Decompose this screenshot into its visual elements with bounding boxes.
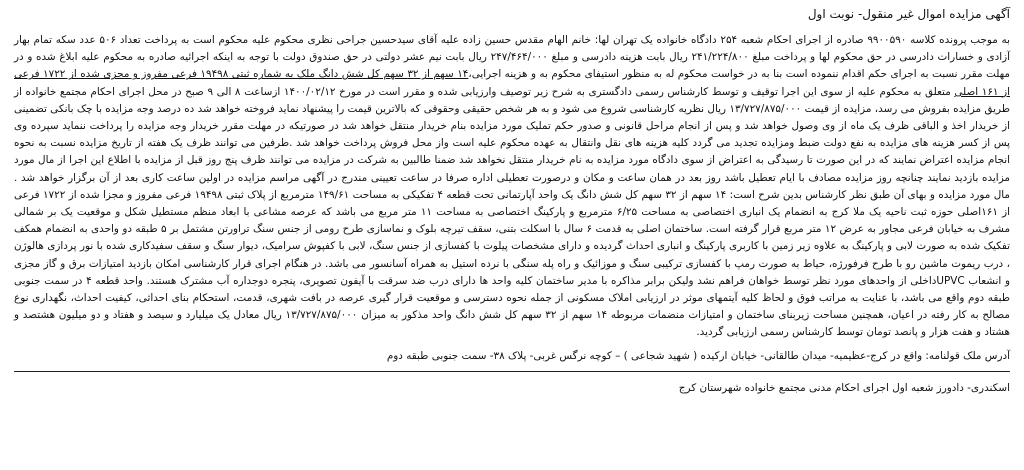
property-shares-underlined: ۱۴ سهم از ۳۲ سهم کل شش دانگ ملک به شماره ثبتی ۱۹۴۹۸ فرعی مفروز و مجزی شده از ۱۷۲۲ فرعی از ۱۶۱ اصلی xyxy=(14,68,1010,98)
body-part-1: به موجب پرونده کلاسه ۹۹۰۰۵۹۰ صادره از اجرای احکام شعبه ۲۵۴ دادگاه خانواده یک تهران لها: خانم الهام مقدس حسین زاده علیه آقای سیدحسین جراحی نظری محکوم علیه محکوم است به پرداخت تعداد ۵۰۶ عدد سکه تمام بهار آزادی و خسارات دادرسی در حق محکوم لها و پرداخت مبلغ ۲۴۱/۲۲۴/۸۰۰ ریال بابت هزینه دادرسی و مبلغ ۲۴۷/۴۶۴/۰۰۰ ریال بابت نیم عشر دولتی در حق صندوق دولت با توجه به اینکه اجرائیه صادره به محکوم علیه ابلاغ شده و در مهلت مقرر نسبت به اجرای حکم اقدام ننموده است بنا به در خواست محکوم له به منظور استیفای محکوم به و هزینه اجرایی، xyxy=(14,34,1010,81)
property-address: آدرس ملک قولنامه: واقع در کرج-عظیمیه- میدان طالقانی- خیابان ارکیده ( شهید شجاعی ) – کوچه نرگس غربی- پلاک ۳۸- سمت جنوبی طبقه دوم xyxy=(386,349,1010,362)
notice-title: آگهی مزایده اموال غیر منقول- نوبت اول xyxy=(807,7,1010,21)
upvc-term: UPVC xyxy=(936,274,965,287)
body-part-3: داخلی از واحدهای مورد نظر توسط خواهان فراهم نشد ولیکن برابر مذاکره با مدیر ساختمان کلیه واحد ها دارای درب ضد سرقت با آیفون تصویری، پنجره دوجداره آب مشترک هستند. واحد قطعه ۴ در سمت جنوبی طبقه دوم واقع می باشد، با عنایت به مراتب فوق و لحاظ کلیه آیتمهای موثر در ارزیابی املاک مسکونی از جمله نحوه دسترسی و موقعیت قرار گیری عرصه در بافت شهری، قدمت، استحکام بنای احداثی، کیفیت احداث، نگهداری نوع مصالح به کار رفته در اعیان، همچنین مساحت زیربنای ساختمان و امتیازات منضمات مربوطه ۱۴ سهم از ۳۲ سهم کل شش دانگ واحد مذکور به میزان ۱۳/۷۲۷/۸۷۵/۰۰۰ ریال معادل یک میلیارد و سیصد و هفتاد و دو میلیون هشتصد و هشتاد و هفت هزار و پانصد تومان توسط کارشناس رسمی ارزیابی گردید. xyxy=(14,274,1010,339)
notice-body xyxy=(14,32,1010,342)
divider xyxy=(14,371,1010,372)
officer-signature-line: اسکندری- دادورز شعبه اول اجرای احکام مدنی مجتمع خانواده شهرستان کرج xyxy=(678,381,1010,394)
body-part-2: متعلق به محکوم علیه از سوی این اجرا توقیف و توسط کارشناس رسمی دادگستری به شرح زیر توصیف وارزیابی شده و مقرر است در مورخ ۱۴۰۰/۰۲/۱۲ ازساعت ۸ الی ۹ صبح در محل اجرای احکام مجتمع خانواده از طریق مزایده بفروش می رسد، مزایده از قیمت ۱۳/۷۲۷/۸۷۵/۰۰۰ ریال نظریه کارشناسی شروع می شود و به هر شخص حقیقی وحقوقی که بالاترین قیمت را پیشنهاد نماید فروخته خواهد شد ده درصد وجه مزایده با چک بانکی تضمینی از خریدار اخذ و الباقی ظرف یک ماه از وی وصول خواهد شد و پس از انجام مراحل قانونی و صدور حکم تملیک مورد مزایده بنام خریدار منتقل خواهد شد در صورتیکه در مهلت مقرر خریدار وجه مزایده را پرداخت ننماید سپرده وی پس از کسر هزینه های مزایده به نفع دولت ضبط ومزایده تجدید می گردد کلیه هزینه های نقل وانتقال به عهده محکوم علیه است واز محل فروش پرداخت خواهد شد .طرفین می توانند ظرف یک هفته از تاریخ مزایده نسبت به نحوه انجام مزایده اعتراض نمایند که در این صورت تا رسیدگی به اعتراض از سوی دادگاه مورد مزایده به نام خریدار منتقل نخواهد شد ضمنا طالبین به شرکت در مزایده می توانند ظرف پنج روز قبل از مزایده با اطلاع این اجرا از مال مورد مزایده بازدید نمایند چنانچه روز مزایده مصادف با ایام تعطیل باشد روز بعد در همان ساعت و مکان و درصورت تعطیلی اداره صرفا در ساعت تعیینی مندرج در آگهی مراسم مزایده در اولین ساعت کاری بعد از آن برگزار خواهد شد . مال مورد مزایده و بهای آن طبق نظر کارشناس بدین شرح است: ۱۴ سهم از ۳۲ سهم کل شش دانگ یک واحد آپارتمانی تحت قطعه ۴ تفکیکی به مساحت ۱۴۹/۶۱ مترمربع از پلاک ثبتی ۱۹۴۹۸ فرعی مفروز و مجزا شده از ۱۷۲۲ فرعی از ۱۶۱اصلی حوزه ثبت ناحیه یک ملا کرج به انضمام یک انباری اختصاصی به مساحت ۶/۲۵ مترمربع و پارکینگ اختصاصی به مساحت ۱۱ متر مربع می باشد که عرصه مشاعی با ابعاد منظم مستطیل شکل و موقعیت یک بر شمالی مشرف به خیابان فرعی مجاور به عرض ۱۲ متر مربع قرار گرفته است. ساختمان اصلی به قدمت ۶ سال با اسکلت بتنی، سقف تیرچه بلوک و نماسازی طرح رومی از جنس سنگ تراورتن مشتمل بر ۵ طبقه دو واحدی به انضمام همکف تفکیک شده به صورت لابی و پارکینگ به علاوه زیر زمین با کاربری پارکینگ و انباری احداث گردیده و دارای مشخصات پیلوت با کفسازی از جنس سنگ، لابی با کفپوش سرامیک، دیوار سنگ و سقف سفیدکاری شده با نور پردازی هالوژن ، درب ریموت ماشین رو با طرح فرفورژه، حیاط به صورت رمپ با کفسازی ترکیبی سنگ و موزائیک و راه پله سنگی با نرده استیل به همراه آسانسور می باشد. در هنگام اجرای قرار کارشناسی امکان بازدید امتیازات برق و گاز مجزی و انشعاب xyxy=(14,85,1011,287)
